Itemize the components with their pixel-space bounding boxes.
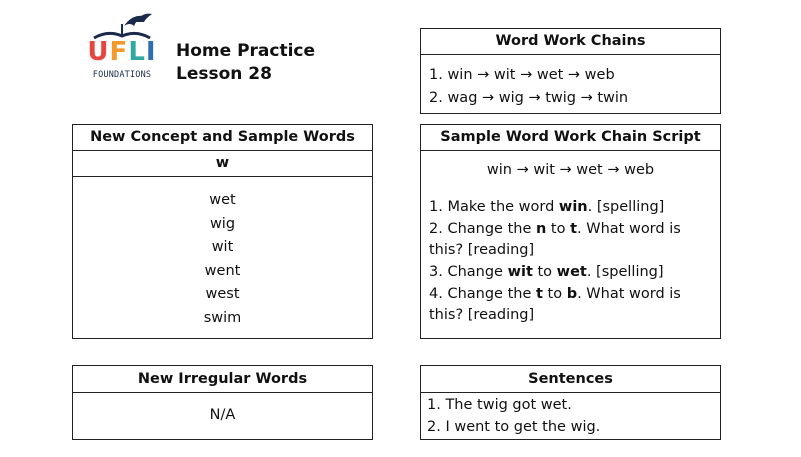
chain-item: 2. wag → wig → twig → twin — [429, 90, 629, 106]
sentence-item: 2. I went to get the wig. — [427, 419, 601, 435]
logo-letter: I — [145, 37, 157, 67]
sample-word: swim — [203, 309, 242, 326]
sample-word: wit — [211, 239, 234, 255]
sentences-title: Sentences — [421, 366, 720, 393]
sample-word-list — [73, 177, 372, 330]
script-chain: win → wit → wet → web — [486, 162, 655, 178]
script-step: 4. Change the t to b. What word is this? [reading] — [429, 286, 681, 323]
chain-script-title: Sample Word Work Chain Script — [421, 125, 720, 151]
script-step: 1. Make the word win. [spelling] — [429, 199, 665, 215]
script-steps — [421, 197, 720, 326]
concept-letter: w — [73, 151, 372, 177]
logo-wordmark — [84, 38, 160, 66]
irregular-words-title: New Irregular Words — [73, 366, 372, 393]
word-work-chains-title: Word Work Chains — [421, 29, 720, 55]
page-heading — [176, 40, 315, 86]
logo-letter: U — [87, 37, 110, 67]
word-work-chains-box — [420, 28, 721, 114]
script-step: 3. Change wit to wet. [spelling] — [429, 264, 664, 280]
sample-word: wet — [209, 192, 236, 208]
chain-list — [421, 55, 720, 110]
irregular-words-value: N/A — [209, 407, 236, 423]
sentence-item: 1. The twig got wet. — [427, 397, 572, 413]
logo-subtitle: FOUNDATIONS — [92, 70, 152, 80]
lesson-label: Lesson 28 — [176, 64, 272, 84]
irregular-words-box — [72, 365, 373, 440]
chain-script-box — [420, 124, 721, 339]
chain-item: 1. win → wit → wet → web — [429, 67, 615, 83]
sample-word: went — [204, 262, 241, 279]
logo-letter: F — [109, 37, 129, 67]
new-concept-title: New Concept and Sample Words — [73, 125, 372, 151]
logo-letter: L — [128, 37, 146, 67]
new-concept-box — [72, 124, 373, 339]
sample-word: wig — [209, 215, 236, 232]
page-title: Home Practice — [176, 41, 316, 61]
script-step: 2. Change the n to t. What word is this? [reading] — [429, 221, 681, 258]
sentence-list — [421, 393, 720, 438]
ufli-logo — [84, 12, 160, 84]
sentences-box — [420, 365, 721, 440]
sample-word: west — [205, 286, 240, 302]
